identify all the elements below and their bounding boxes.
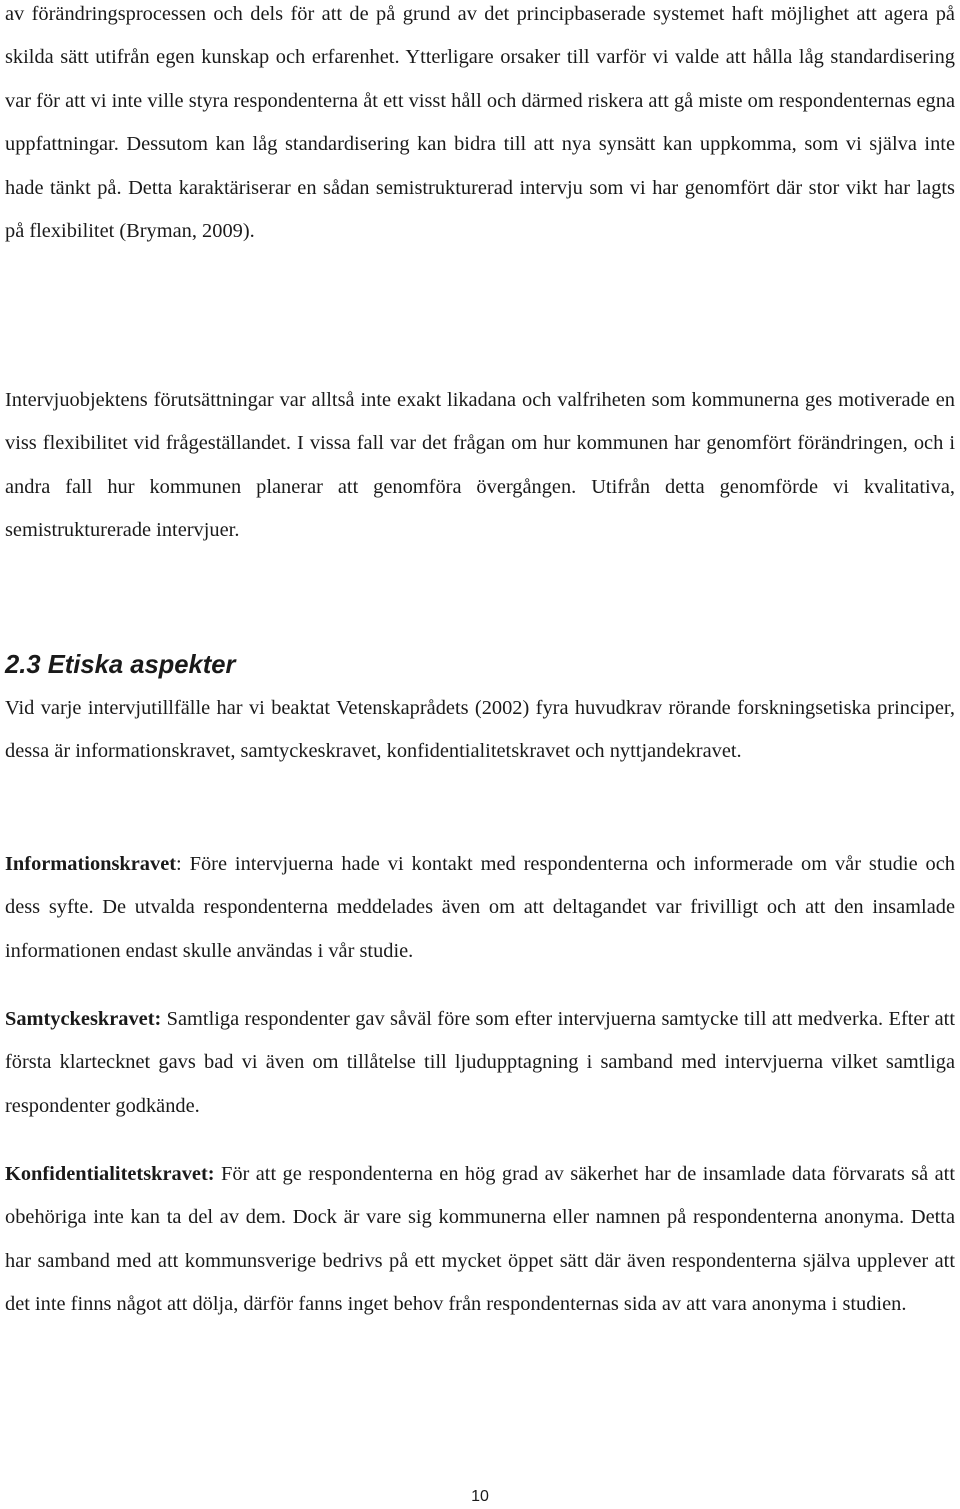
paragraph-informationskravet [5,843,955,973]
paragraph-interview-objects: Intervjuobjektens förutsättningar var alltså inte exakt likadana och valfriheten som kommunerna ges motiverade en viss flexibilitet vid frågeställandet. I vissa fall var det frågan om hur kommunen har genomfört förändringen, och i andra fall hur kommunen planerar att genomföra övergången. Utifrån detta genomförde vi kvalitativa, semistrukturerade intervjuer. [5,389,955,542]
term-konfidentialitetskravet: Konfidentialitetskravet: [5,1163,215,1185]
section-heading: 2.3 Etiska aspekter [5,651,236,679]
term-informationskravet: Informationskravet [5,853,177,875]
text-konfidentialitetskravet: För att ge respondenterna en hög grad av säkerhet har de insamlade data förvarats så att obehöriga inte kan ta del av dem. Dock är vare sig kommunerna eller namnen på respondenterna anonyma. Detta har samband med att kommunsverige bedrivs på ett mycket öppet sätt där även respondenterna själva upplever att det inte finns något att dölja, därför fanns inget behov från respondenternas sida av att vara anonyma i studien. [5,1163,955,1316]
paragraph-konfidentialitetskravet [5,1153,955,1327]
text-informationskravet: : Före intervjuerna hade vi kontakt med respondenterna och informerade om vår studie och dess syfte. De utvalda respondenterna meddelades även om att deltagandet var frivilligt och att den insamlade informationen endast skulle användas i vår studie. [5,853,955,962]
paragraph-ethics-intro: Vid varje intervjutillfälle har vi beaktat Vetenskaprådets (2002) fyra huvudkrav rörande forskningsetiska principer, dessa är informationskravet, samtyckeskravet, konfidentialitetskravet och nyttjandekravet. [5,697,955,763]
term-samtyckeskravet: Samtyckeskravet: [5,1008,162,1030]
page-number: 10 [471,1488,489,1505]
paragraph-method-standardisation: av förändringsprocessen och dels för att de på grund av det principbaserade systemet haft möjlighet att agera på skilda sätt utifrån egen kunskap och erfarenhet. Ytterligare orsaker till varför vi valde att hålla låg standardisering var för att vi inte ville styra respondenterna åt ett visst håll och därmed riskera att gå miste om respondenternas egna uppfattningar. Dessutom kan låg standardisering kan bidra till att nya synsätt kan uppkomma, som vi själva inte hade tänkt på. Detta karaktäriserar en sådan semistrukturerad intervju som vi har genomfört där stor vikt har lagts på flexibilitet (Bryman, 2009). [5,3,955,243]
text-samtyckeskravet: Samtliga respondenter gav såväl före som efter intervjuerna samtycke till att medverka. Efter att första klartecknet gavs bad vi även om tillåtelse till ljudupptagning i samband med intervjuerna vilket samtliga respondenter godkände. [5,1008,955,1117]
paragraph-samtyckeskravet [5,998,955,1128]
